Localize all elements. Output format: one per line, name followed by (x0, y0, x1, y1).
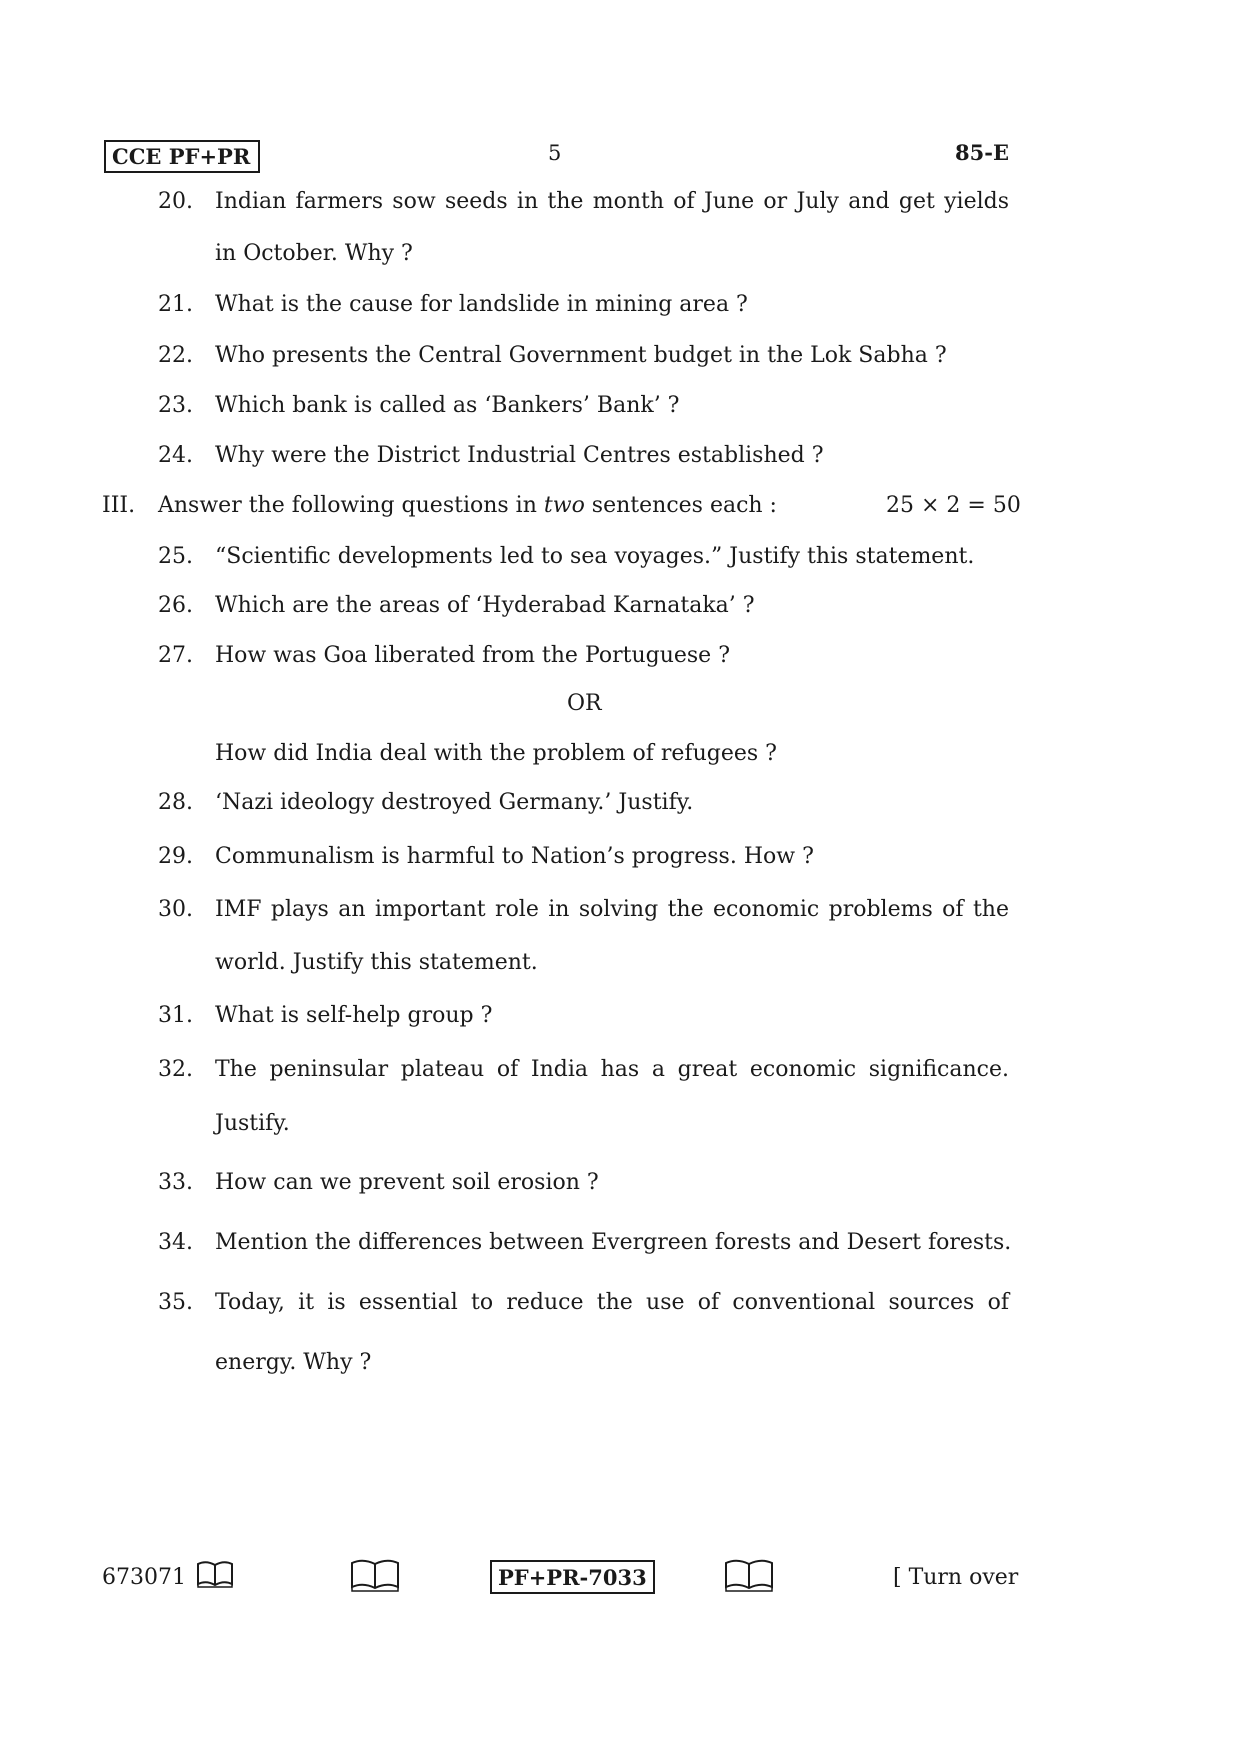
question-number: 35. (158, 1290, 193, 1315)
question-number: 25. (158, 544, 193, 569)
question-number: 29. (158, 844, 193, 869)
question-text: Who presents the Central Government budget in the Lok Sabha ? (215, 343, 947, 368)
question-number: 22. (158, 343, 193, 368)
question-text: Which bank is called as ‘Bankers’ Bank’ ? (215, 393, 680, 418)
or-label: OR (567, 691, 602, 716)
question-number: 28. (158, 790, 193, 815)
question-number: 33. (158, 1170, 193, 1195)
question-text: What is self-help group ? (215, 1003, 493, 1028)
question-text: IMF plays an important role in solving the economic problems of the (215, 897, 1009, 922)
question-number: 31. (158, 1003, 193, 1028)
exam-code-box: CCE PF+PR (104, 140, 260, 173)
question-text: What is the cause for landslide in mining area ? (215, 292, 748, 317)
page-number: 5 (548, 141, 562, 165)
instruction-emphasis: two (543, 493, 585, 518)
question-text-alternative: How did India deal with the problem of refugees ? (215, 741, 777, 766)
question-text: The peninsular plateau of India has a great economic significance. (215, 1057, 1009, 1082)
question-text: Communalism is harmful to Nation’s progress. How ? (215, 844, 814, 869)
question-text: Which are the areas of ‘Hyderabad Karnataka’ ? (215, 593, 755, 618)
question-number: 34. (158, 1230, 193, 1255)
question-text: Mention the differences between Evergreen forests and Desert forests. (215, 1230, 1012, 1255)
book-icon (724, 1558, 774, 1592)
question-text: ‘Nazi ideology destroyed Germany.’ Justify. (215, 790, 694, 815)
question-text-continued: energy. Why ? (215, 1350, 372, 1375)
question-text: How was Goa liberated from the Portuguese ? (215, 643, 730, 668)
instruction-part: sentences each : (584, 493, 777, 518)
turn-over-label: [ Turn over (893, 1565, 1019, 1590)
section-instruction (158, 492, 777, 520)
question-text-continued: in October. Why ? (215, 241, 413, 266)
question-text-continued: Justify. (215, 1111, 290, 1136)
question-text: Indian farmers sow seeds in the month of June or July and get yields (215, 189, 1009, 214)
book-icon (196, 1560, 234, 1588)
question-text: How can we prevent soil erosion ? (215, 1170, 599, 1195)
book-icon (350, 1558, 400, 1592)
section-marks: 25 × 2 = 50 (886, 493, 1021, 518)
instruction-part: Answer the following questions in (158, 493, 544, 518)
question-number: 21. (158, 292, 193, 317)
question-number: 20. (158, 189, 193, 214)
question-text: Today, it is essential to reduce the use of conventional sources of (215, 1290, 1009, 1315)
paper-code: 85-E (955, 140, 1009, 165)
question-number: 23. (158, 393, 193, 418)
question-number: 30. (158, 897, 193, 922)
footer-serial: 673071 (102, 1565, 186, 1590)
question-number: 32. (158, 1057, 193, 1082)
question-text-continued: world. Justify this statement. (215, 950, 538, 975)
question-text: Why were the District Industrial Centres established ? (215, 443, 824, 468)
question-number: 27. (158, 643, 193, 668)
footer-code-box: PF+PR-7033 (490, 1560, 655, 1594)
section-number: III. (102, 493, 136, 518)
question-number: 24. (158, 443, 193, 468)
question-text: “Scientific developments led to sea voyages.” Justify this statement. (215, 544, 975, 569)
question-number: 26. (158, 593, 193, 618)
